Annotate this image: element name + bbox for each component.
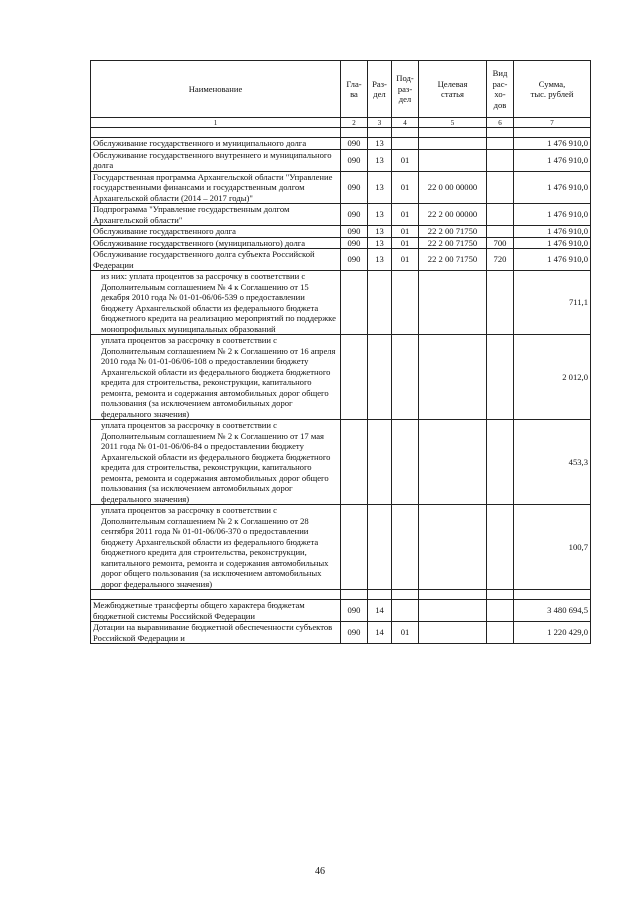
row-target-article bbox=[419, 505, 487, 590]
row-chapter: 090 bbox=[341, 138, 368, 150]
row-amount: 1 476 910,0 bbox=[514, 149, 591, 171]
row-section: 13 bbox=[368, 237, 392, 249]
row-subsection bbox=[392, 138, 419, 150]
table-row bbox=[91, 420, 591, 505]
header-chapter: Гла- ва bbox=[341, 61, 368, 118]
row-chapter: 090 bbox=[341, 622, 368, 644]
budget-table bbox=[90, 60, 591, 644]
row-section: 13 bbox=[368, 171, 392, 204]
row-subsection: 01 bbox=[392, 171, 419, 204]
row-section: 13 bbox=[368, 226, 392, 238]
row-amount: 2 012,0 bbox=[514, 335, 591, 420]
empty-cell bbox=[419, 590, 487, 600]
row-amount: 1 476 910,0 bbox=[514, 249, 591, 271]
row-expense-type bbox=[487, 600, 514, 622]
row-name: Государственная программа Архангельской области "Управление государственными финансами и государственным долгом Архангельской области (2014 – 2017 годы)" bbox=[91, 171, 341, 204]
row-name: уплата процентов за рассрочку в соответствии с Дополнительным соглашением № 2 к Соглашению от 28 сентября 2011 года № 01-01-06/06-370 о предоставлении бюджету Архангельской области из федерального бюджета бюджетного кредита для строительства, реконструкции, капитального ремонта, ремонта и содержания автомобильных дорог общего пользования (за исключением автомобильных дорог федерального значения) bbox=[91, 505, 341, 590]
row-name: уплата процентов за рассрочку в соответствии с Дополнительным соглашением № 2 к Соглашению от 17 мая 2011 года № 01-01-06/06-84 о предоставлении бюджету Архангельской области из федерального бюджета бюджетного кредита для строительства, реконструкции, капитального ремонта, ремонта и содержания автомобильных дорог общего пользования (за исключением автомобильных дорог федерального значения) bbox=[91, 420, 341, 505]
row-expense-type bbox=[487, 420, 514, 505]
row-amount: 1 476 910,0 bbox=[514, 138, 591, 150]
row-name: Дотации на выравнивание бюджетной обеспеченности субъектов Российской Федерации и bbox=[91, 622, 341, 644]
row-expense-type bbox=[487, 149, 514, 171]
row-chapter: 090 bbox=[341, 600, 368, 622]
row-amount: 100,7 bbox=[514, 505, 591, 590]
table-row bbox=[91, 600, 591, 622]
table-row bbox=[91, 622, 591, 644]
table-body bbox=[91, 128, 591, 644]
row-expense-type: 700 bbox=[487, 237, 514, 249]
row-target-article: 22 2 00 71750 bbox=[419, 226, 487, 238]
row-expense-type bbox=[487, 138, 514, 150]
row-target-article bbox=[419, 622, 487, 644]
row-subsection bbox=[392, 420, 419, 505]
empty-cell bbox=[392, 128, 419, 138]
row-subsection: 01 bbox=[392, 622, 419, 644]
row-target-article bbox=[419, 600, 487, 622]
empty-cell bbox=[392, 590, 419, 600]
empty-cell bbox=[514, 590, 591, 600]
table-row bbox=[91, 249, 591, 271]
table-row bbox=[91, 171, 591, 204]
row-expense-type bbox=[487, 335, 514, 420]
row-amount: 1 220 429,0 bbox=[514, 622, 591, 644]
document-page bbox=[90, 60, 590, 644]
empty-cell bbox=[487, 590, 514, 600]
table-row bbox=[91, 226, 591, 238]
row-expense-type bbox=[487, 171, 514, 204]
header-name: Наименование bbox=[91, 61, 341, 118]
row-chapter bbox=[341, 335, 368, 420]
row-amount: 453,3 bbox=[514, 420, 591, 505]
column-number: 4 bbox=[392, 118, 419, 128]
row-subsection: 01 bbox=[392, 249, 419, 271]
row-subsection: 01 bbox=[392, 226, 419, 238]
table-row bbox=[91, 335, 591, 420]
row-amount: 1 476 910,0 bbox=[514, 204, 591, 226]
empty-cell bbox=[91, 128, 341, 138]
row-name: Обслуживание государственного долга bbox=[91, 226, 341, 238]
empty-cell bbox=[487, 128, 514, 138]
row-section: 13 bbox=[368, 138, 392, 150]
header-expense-type: Вид рас- хо- дов bbox=[487, 61, 514, 118]
row-name: Обслуживание государственного внутреннего и муниципального долга bbox=[91, 149, 341, 171]
header-subsection: Под- раз- дел bbox=[392, 61, 419, 118]
row-section: 13 bbox=[368, 204, 392, 226]
row-chapter: 090 bbox=[341, 226, 368, 238]
row-name: Обслуживание государственного долга субъекта Российской Федерации bbox=[91, 249, 341, 271]
row-subsection: 01 bbox=[392, 149, 419, 171]
row-amount: 711,1 bbox=[514, 271, 591, 335]
row-target-article bbox=[419, 271, 487, 335]
row-amount: 1 476 910,0 bbox=[514, 226, 591, 238]
row-expense-type bbox=[487, 622, 514, 644]
empty-cell bbox=[368, 590, 392, 600]
row-section bbox=[368, 335, 392, 420]
column-number: 5 bbox=[419, 118, 487, 128]
column-number: 6 bbox=[487, 118, 514, 128]
row-target-article: 22 2 00 71750 bbox=[419, 237, 487, 249]
row-chapter: 090 bbox=[341, 249, 368, 271]
row-target-article: 22 2 00 00000 bbox=[419, 204, 487, 226]
row-amount: 1 476 910,0 bbox=[514, 237, 591, 249]
row-expense-type bbox=[487, 226, 514, 238]
row-target-article: 22 2 00 71750 bbox=[419, 249, 487, 271]
row-subsection: 01 bbox=[392, 237, 419, 249]
table-row bbox=[91, 138, 591, 150]
row-chapter bbox=[341, 505, 368, 590]
column-number: 3 bbox=[368, 118, 392, 128]
spacer-row bbox=[91, 128, 591, 138]
row-section bbox=[368, 420, 392, 505]
row-subsection: 01 bbox=[392, 204, 419, 226]
column-number: 7 bbox=[514, 118, 591, 128]
table-row bbox=[91, 271, 591, 335]
page-number: 46 bbox=[315, 866, 325, 877]
row-name: из них: уплата процентов за рассрочку в соответствии с Дополнительным соглашением № 4 к Соглашению от 15 декабря 2010 года № 01-01-06/06-539 о предоставлении бюджету Архангельской области из федерального бюджета бюджетного кредита на реализацию мероприятий по поддержке монопрофильных муниципальных образований bbox=[91, 271, 341, 335]
column-number: 1 bbox=[91, 118, 341, 128]
row-expense-type bbox=[487, 204, 514, 226]
empty-cell bbox=[341, 128, 368, 138]
row-amount: 1 476 910,0 bbox=[514, 171, 591, 204]
row-name: уплата процентов за рассрочку в соответствии с Дополнительным соглашением № 2 к Соглашению от 16 апреля 2010 года № 01-01-06/06-108 о предоставлении бюджету Архангельской области из федерального бюджета бюджетного кредита для строительства, реконструкции, капитального ремонта, ремонта и содержания автомобильных дорог общего пользования (за исключением автомобильных дорог федерального значения) bbox=[91, 335, 341, 420]
row-subsection bbox=[392, 271, 419, 335]
table-row bbox=[91, 505, 591, 590]
row-subsection bbox=[392, 600, 419, 622]
row-expense-type bbox=[487, 505, 514, 590]
row-chapter: 090 bbox=[341, 204, 368, 226]
row-target-article bbox=[419, 138, 487, 150]
row-target-article bbox=[419, 149, 487, 171]
table-row bbox=[91, 237, 591, 249]
row-chapter: 090 bbox=[341, 237, 368, 249]
header-row bbox=[91, 61, 591, 118]
row-target-article bbox=[419, 335, 487, 420]
row-section bbox=[368, 271, 392, 335]
row-target-article bbox=[419, 420, 487, 505]
row-chapter: 090 bbox=[341, 171, 368, 204]
row-expense-type: 720 bbox=[487, 249, 514, 271]
header-amount: Сумма, тыс. рублей bbox=[514, 61, 591, 118]
row-amount: 3 480 694,5 bbox=[514, 600, 591, 622]
row-target-article: 22 0 00 00000 bbox=[419, 171, 487, 204]
row-expense-type bbox=[487, 271, 514, 335]
table-row bbox=[91, 204, 591, 226]
spacer-row bbox=[91, 590, 591, 600]
empty-cell bbox=[91, 590, 341, 600]
row-section bbox=[368, 505, 392, 590]
row-chapter bbox=[341, 420, 368, 505]
row-section: 14 bbox=[368, 622, 392, 644]
row-name: Обслуживание государственного и муниципального долга bbox=[91, 138, 341, 150]
empty-cell bbox=[419, 128, 487, 138]
row-section: 13 bbox=[368, 149, 392, 171]
row-section: 14 bbox=[368, 600, 392, 622]
header-target-article: Целевая статья bbox=[419, 61, 487, 118]
row-section: 13 bbox=[368, 249, 392, 271]
row-name: Подпрограмма "Управление государственным долгом Архангельской области" bbox=[91, 204, 341, 226]
header-section: Раз- дел bbox=[368, 61, 392, 118]
row-chapter: 090 bbox=[341, 149, 368, 171]
row-subsection bbox=[392, 335, 419, 420]
row-subsection bbox=[392, 505, 419, 590]
empty-cell bbox=[341, 590, 368, 600]
row-name: Обслуживание государственного (муниципального) долга bbox=[91, 237, 341, 249]
table-row bbox=[91, 149, 591, 171]
empty-cell bbox=[514, 128, 591, 138]
row-name: Межбюджетные трансферты общего характера бюджетам бюджетной системы Российской Федерации bbox=[91, 600, 341, 622]
empty-cell bbox=[368, 128, 392, 138]
row-chapter bbox=[341, 271, 368, 335]
column-number-row bbox=[91, 118, 591, 128]
column-number: 2 bbox=[341, 118, 368, 128]
